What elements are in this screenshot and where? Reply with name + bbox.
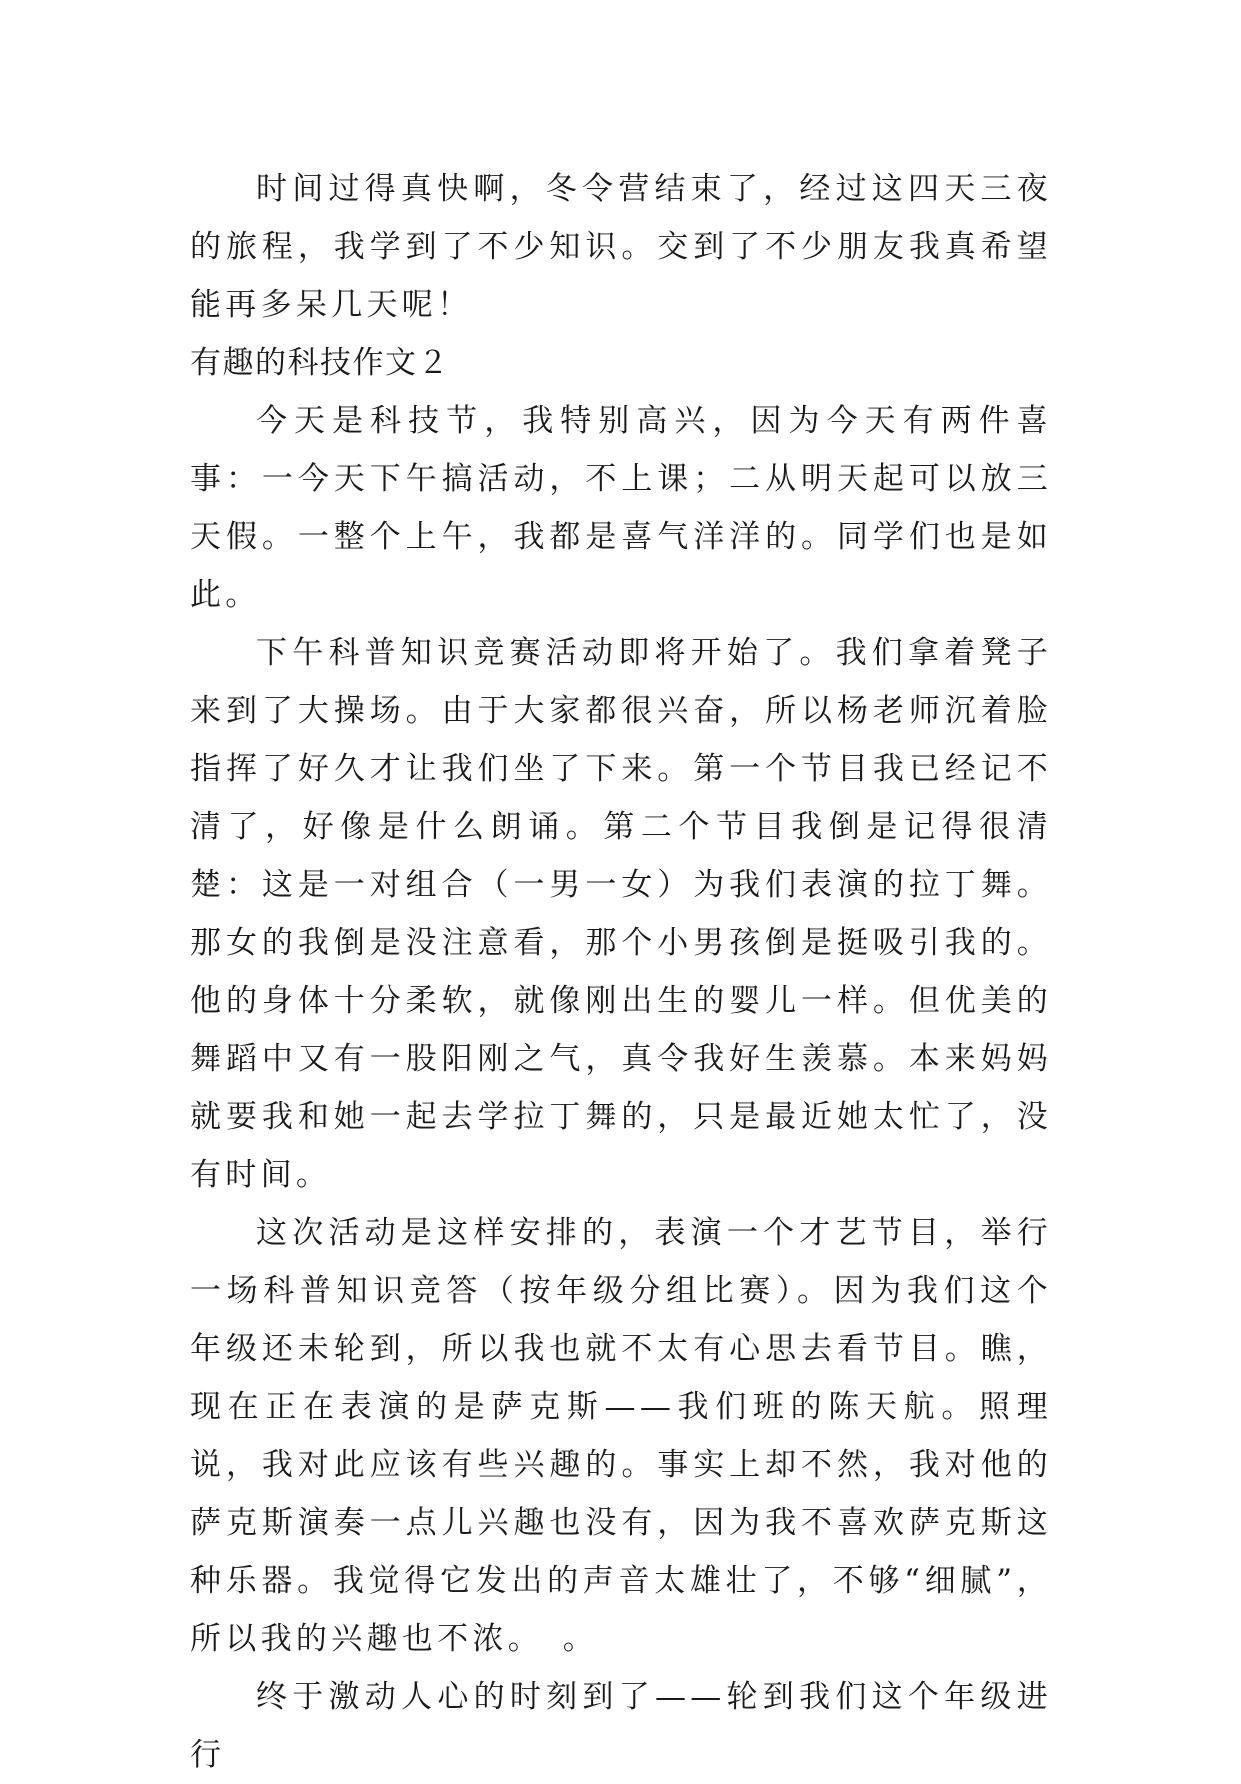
paragraph-1: 时间过得真快啊，冬令营结束了，经过这四天三夜的旅程，我学到了不少知识。交到了不少朋友我真希望能再多呆几天呢！ [190, 171, 1052, 323]
paragraph-2: 今天是科技节，我特别高兴，因为今天有两件喜事：一今天下午搞活动，不上课；二从明天起可以放三天假。一整个上午，我都是喜气洋洋的。同学们也是如此。 [190, 403, 1052, 613]
section-heading: 有趣的科技作文２ [190, 345, 450, 381]
document-page [190, 160, 1052, 1784]
paragraph-5: 终于激动人心的时刻到了——轮到我们这个年级进行 [190, 1679, 1052, 1773]
paragraph-4: 这次活动是这样安排的，表演一个才艺节目，举行一场科普知识竞答（按年级分组比赛）。因为我们这个年级还未轮到，所以我也就不太有心思去看节目。瞧，现在正在表演的是萨克斯——我们班的陈天航。照理说，我对此应该有些兴趣的。事实上却不然，我对他的萨克斯演奏一点儿兴趣也没有，因为我不喜欢萨克斯这种乐器。我觉得它发出的声音太雄壮了，不够“细腻”，所以我的兴趣也不浓。 。 [190, 1215, 1052, 1657]
paragraph-3: 下午科普知识竞赛活动即将开始了。我们拿着凳子来到了大操场。由于大家都很兴奋，所以杨老师沉着脸指挥了好久才让我们坐了下来。第一个节目我已经记不清了，好像是什么朗诵。第二个节目我倒是记得很清楚：这是一对组合（一男一女）为我们表演的拉丁舞。那女的我倒是没注意看，那个小男孩倒是挺吸引我的。他的身体十分柔软，就像刚出生的婴儿一样。但优美的舞蹈中又有一股阳刚之气，真令我好生羡慕。本来妈妈就要我和她一起去学拉丁舞的，只是最近她太忙了，没有时间。 [190, 635, 1052, 1193]
